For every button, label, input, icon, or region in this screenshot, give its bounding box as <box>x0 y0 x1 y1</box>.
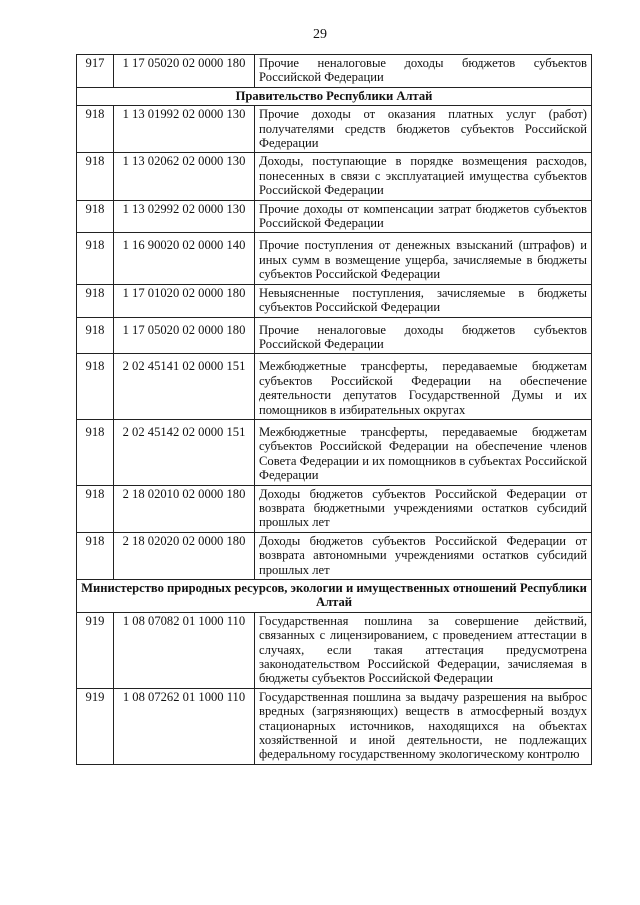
page-number: 29 <box>313 27 327 42</box>
administrator-code-cell: 919 <box>77 612 114 688</box>
section-heading-row <box>77 580 592 613</box>
administrator-code-cell: 918 <box>77 354 114 420</box>
table-row <box>77 200 592 233</box>
budget-classification-code-cell: 1 17 05020 02 0000 180 <box>114 317 255 354</box>
revenue-description-cell: Государственная пошлина за совершение действий, связанных с лицензированием, с проведением аттестации в случаях, если такая аттестация предусмотрена законодательством Российской Федерации, зачисляемая в бюджеты субъектов Российской Федерации <box>255 612 592 688</box>
revenue-description-cell: Межбюджетные трансферты, передаваемые бюджетам субъектов Российской Федерации на обеспечение деятельности депутатов Государственной Думы и их помощников в избирательных округах <box>255 354 592 420</box>
administrator-code-cell: 918 <box>77 485 114 532</box>
budget-classification-code-cell: 1 17 01020 02 0000 180 <box>114 284 255 317</box>
revenue-description-cell: Прочие неналоговые доходы бюджетов субъектов Российской Федерации <box>255 317 592 354</box>
revenue-description-cell: Доходы бюджетов субъектов Российской Федерации от возврата бюджетными учреждениями остатков субсидий прошлых лет <box>255 485 592 532</box>
table-row <box>77 284 592 317</box>
administrator-code-cell: 918 <box>77 153 114 200</box>
administrator-code-cell: 918 <box>77 419 114 485</box>
revenue-description-cell: Прочие доходы от компенсации затрат бюджетов субъектов Российской Федерации <box>255 200 592 233</box>
table-row <box>77 106 592 153</box>
budget-classification-code-cell: 1 13 02992 02 0000 130 <box>114 200 255 233</box>
budget-classification-code-cell: 2 18 02020 02 0000 180 <box>114 532 255 579</box>
revenue-description-cell: Доходы, поступающие в порядке возмещения расходов, понесенных в связи с эксплуатацией имущества субъектов Российской Федерации <box>255 153 592 200</box>
table-row <box>77 419 592 485</box>
budget-classification-code-cell: 1 17 05020 02 0000 180 <box>114 55 255 88</box>
administrator-code-cell: 918 <box>77 233 114 284</box>
revenue-codes-table <box>76 54 592 765</box>
table-row <box>77 485 592 532</box>
budget-classification-code-cell: 1 13 02062 02 0000 130 <box>114 153 255 200</box>
section-heading: Правительство Республики Алтай <box>77 87 592 105</box>
budget-classification-code-cell: 2 18 02010 02 0000 180 <box>114 485 255 532</box>
table-row <box>77 688 592 764</box>
budget-classification-code-cell: 1 16 90020 02 0000 140 <box>114 233 255 284</box>
table-row <box>77 532 592 579</box>
revenue-description-cell: Доходы бюджетов субъектов Российской Федерации от возврата автономными учреждениями остатков субсидий прошлых лет <box>255 532 592 579</box>
administrator-code-cell: 918 <box>77 106 114 153</box>
administrator-code-cell: 919 <box>77 688 114 764</box>
table-body <box>77 55 592 765</box>
revenue-description-cell: Невыясненные поступления, зачисляемые в бюджеты субъектов Российской Федерации <box>255 284 592 317</box>
budget-classification-code-cell: 1 08 07082 01 1000 110 <box>114 612 255 688</box>
table-row <box>77 153 592 200</box>
revenue-description-cell: Прочие доходы от оказания платных услуг (работ) получателями средств бюджетов субъектов Российской Федерации <box>255 106 592 153</box>
administrator-code-cell: 918 <box>77 317 114 354</box>
table-row <box>77 612 592 688</box>
administrator-code-cell: 917 <box>77 55 114 88</box>
revenue-description-cell: Межбюджетные трансферты, передаваемые бюджетам субъектов Российской Федерации на обеспечение членов Совета Федерации и их помощников в субъектах Российской Федерации <box>255 419 592 485</box>
table-row <box>77 317 592 354</box>
table-row <box>77 55 592 88</box>
table-row <box>77 354 592 420</box>
table-row <box>77 233 592 284</box>
revenue-description-cell: Прочие неналоговые доходы бюджетов субъектов Российской Федерации <box>255 55 592 88</box>
budget-classification-code-cell: 2 02 45142 02 0000 151 <box>114 419 255 485</box>
section-heading: Министерство природных ресурсов, экологии и имущественных отношений Республики Алтай <box>77 580 592 613</box>
administrator-code-cell: 918 <box>77 284 114 317</box>
administrator-code-cell: 918 <box>77 200 114 233</box>
budget-classification-code-cell: 1 08 07262 01 1000 110 <box>114 688 255 764</box>
budget-classification-code-cell: 2 02 45141 02 0000 151 <box>114 354 255 420</box>
section-heading-row <box>77 87 592 105</box>
revenue-description-cell: Прочие поступления от денежных взысканий (штрафов) и иных сумм в возмещение ущерба, зачисляемые в бюджеты субъектов Российской Федерации <box>255 233 592 284</box>
administrator-code-cell: 918 <box>77 532 114 579</box>
revenue-description-cell: Государственная пошлина за выдачу разрешения на выброс вредных (загрязняющих) веществ в атмосферный воздух стационарных источников, находящихся на объектах хозяйственной и иной деятельности, не подлежащих федеральному государственному экологическому контролю <box>255 688 592 764</box>
budget-classification-code-cell: 1 13 01992 02 0000 130 <box>114 106 255 153</box>
